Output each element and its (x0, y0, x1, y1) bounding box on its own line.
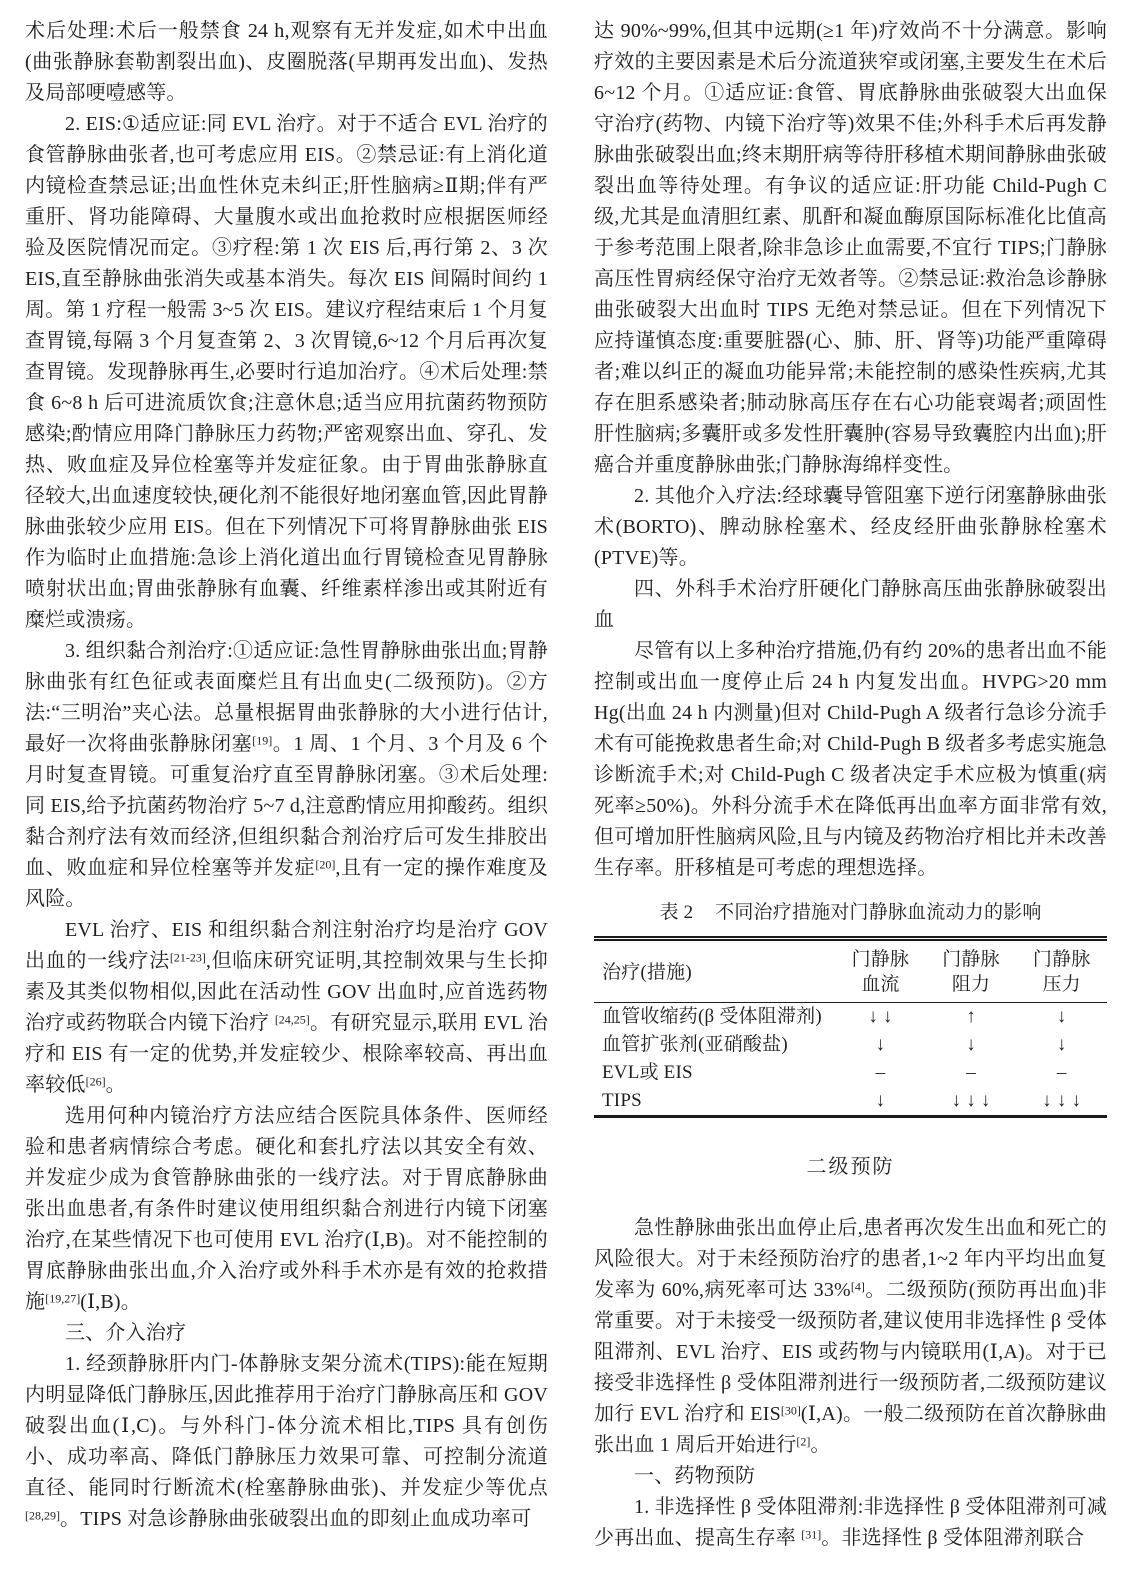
header-line: 门静脉 (1032, 949, 1091, 970)
cell-resistance: ↑ (966, 1006, 976, 1027)
cell-pressure: ↓ (1056, 1034, 1067, 1055)
paragraph-secondary-prevention: 急性静脉曲张出血停止后,患者再次发生出血和死亡的风险很大。对于未经预防治疗的患者,1~2 年内平均出血复发率为 60%,病死率可达 33%[4]。二级预防(预防再出血)非常重要。对于未接受一级预防者,建议使用非选择性 β 受体阻滞剂、EVL 治疗、EIS 或药物与内镜联用(Ⅰ,A)。对于已接受非选择性 β 受体阻滞剂进行一级预防者,二级预防建议加行 EVL 治疗和 EIS[30](Ⅰ,A)。一般二级预防在首次静脉曲张出血 1 周后开始进行[2]。 (594, 1217, 1107, 1456)
paragraph-beta-blockers: 1. 非选择性 β 受体阻滞剂:非选择性 β 受体阻滞剂可减少再出血、提高生存率 [31]。非选择性 β 受体阻滞剂联合 (594, 1496, 1107, 1549)
paragraph-eis: 2. EIS:①适应证:同 EVL 治疗。对于不适合 EVL 治疗的食管静脉曲张者,也可考虑应用 EIS。②禁忌证:有上消化道内镜检查禁忌证;出血性休克未纠正;肝性脑病≥Ⅱ期;伴有严重肝、肾功能障碍、大量腹水或出血抢救时应根据医师经验及医院情况而定。③疗程:第 1 次 EIS 后,再行第 2、3 次 EIS,直至静脉曲张消失或基本消失。每次 EIS 间隔时间约 1 周。第 1 疗程一般需 3~5 次 EIS。建议疗程结束后 1 个月复查胃镜,每隔 3 个月复查第 2、3 次胃镜,6~12 个月后再次复查胃镜。发现静脉再生,必要时行追加治疗。④术后处理:禁食 6~8 h 后可进流质饮食;注意休息;适当应用抗菌药物预防感染;酌情应用降门静脉压力药物;严密观察出血、穿孔、发热、败血症及异位栓塞等并发症征象。由于胃曲张静脉直径较大,出血速度较快,硬化剂不能很好地闭塞血管,因此胃静脉曲张较少应用 EIS。但在下列情况下可将胃静脉曲张 EIS 作为临时止血措施:急诊上消化道出血行胃镜检查见胃静脉喷射状出血;胃曲张静脉有血囊、纤维素样渗出或其附近有糜烂或溃疡。 (25, 113, 548, 631)
subheading-drug-prevention: 一、药物预防 (634, 1465, 756, 1487)
row-label: 血管收缩药(β 受体阻滞剂) (602, 1006, 822, 1027)
table-row-evl-eis (594, 1059, 1107, 1087)
paragraph-tips: 1. 经颈静脉肝内门-体静脉支架分流术(TIPS):能在短期内明显降低门静脉压,因此推荐用于治疗门静脉高压和 GOV 破裂出血(Ⅰ,C)。与外科门-体分流术相比,TIPS 具有创伤小、成功率高、降低门静脉压力效果可靠、可控制分流道直径、能同时行断流术(栓塞静脉曲张)、并发症少等优点[28,29]。TIPS 对急诊静脉曲张破裂出血的即刻止血成功率可 (25, 1353, 548, 1530)
cell-resistance: – (966, 1062, 976, 1083)
row-label: TIPS (602, 1090, 642, 1111)
paragraph-tissue-adhesive: 3. 组织黏合剂治疗:①适应证:急性胃静脉曲张出血;胃静脉曲张有红色征或表面糜烂且有出血史(二级预防)。②方法:“三明治”夹心法。总量根据胃曲张静脉的大小进行估计,最好一次将曲张静脉闭塞[19]。1 周、1 个月、3 个月及 6 个月时复查胃镜。可重复治疗直至胃静脉闭塞。③术后处理:同 EIS,给予抗菌药物治疗 5~7 d,注意酌情应用抑酸药。组织黏合剂疗法有效而经济,但组织黏合剂治疗后可发生排胶出血、败血症和异位栓塞等并发症[20],且有一定的操作难度及风险。 (25, 640, 548, 910)
header-line: 阻力 (951, 974, 991, 995)
header-line: 门静脉 (942, 949, 1000, 970)
paragraph-postop-care: 术后处理:术后一般禁食 24 h,观察有无并发症,如术中出血(曲张静脉套勒割裂出血)、皮圈脱落(早期再发出血)、发热及局部哽噎感等。 (25, 20, 548, 104)
table-row-vasoconstrictor (594, 1003, 1107, 1032)
header-portal-pressure (1016, 939, 1107, 1003)
section-heading-secondary-prevention: 二级预防 (806, 1156, 895, 1178)
row-label: 血管扩张剂(亚硝酸盐) (602, 1034, 788, 1055)
cell-flow: – (875, 1062, 886, 1083)
paragraph-first-line-therapy: EVL 治疗、EIS 和组织黏合剂注射治疗均是治疗 GOV 出血的一线疗法[21-23],但临床研究证明,其控制效果与生长抑素及其类似物相似,因此在活动性 GOV 出血时,应首选药物治疗或药物联合内镜下治疗 [24,25]。有研究显示,联用 EVL 治疗和 EIS 有一定的优势,并发症较少、根除率较高、再出血率较低[26]。 (25, 919, 548, 1096)
header-treatment: 治疗(措施) (602, 961, 692, 983)
cell-flow: ↓ (875, 1090, 886, 1111)
subheading-interventional-therapy: 三、介入治疗 (65, 1322, 187, 1344)
cell-pressure: ↓ (1056, 1006, 1067, 1027)
table-row-tips (594, 1087, 1107, 1117)
paragraph-endoscopic-choice: 选用何种内镜治疗方法应结合医院具体条件、医师经验和患者病情综合考虑。硬化和套扎疗法以其安全有效、并发症少成为食管静脉曲张的一线疗法。对于胃底静脉曲张出血患者,有条件时建议使用组织黏合剂进行内镜下闭塞治疗,在某些情况下也可使用 EVL 治疗(Ⅰ,B)。对不能控制的胃底静脉曲张出血,介入治疗或外科手术亦是有效的抢救措施[19,27](Ⅰ,B)。 (25, 1105, 548, 1313)
header-line: 血流 (861, 974, 900, 995)
cell-flow: ↓ ↓ (868, 1006, 893, 1027)
hemodynamics-table (594, 936, 1107, 1118)
subheading-surgical-treatment: 四、外科手术治疗肝硬化门静脉高压曲张静脉破裂出血 (594, 578, 1107, 631)
table-number: 表 2 (659, 902, 694, 923)
cell-flow: ↓ (875, 1034, 886, 1055)
row-label: EVL或 EIS (602, 1062, 693, 1083)
right-column (594, 16, 1107, 1568)
table-title: 不同治疗措施对门静脉血流动力的影响 (715, 902, 1042, 923)
paragraph-surgery: 尽管有以上多种治疗措施,仍有约 20%的患者出血不能控制或出血一度停止后 24 h 内复发出血。HVPG>20 mm Hg(出血 24 h 内测量)但对 Child-Pugh A 级者行急诊分流手术有可能挽救患者生命;对 Child-Pugh B 级者多考虑实施急诊断流手术;对 Child-Pugh C 级者决定手术应极为慎重(病死率≥50%)。外科分流手术在降低再出血率方面非常有效,但可增加肝性脑病风险,且与内镜及药物治疗相比并未改善生存率。肝移植是可考虑的理想选择。 (594, 640, 1107, 879)
header-line: 门静脉 (851, 949, 910, 970)
cell-resistance: ↓ ↓ ↓ (951, 1090, 991, 1111)
cell-resistance: ↓ (966, 1034, 976, 1055)
header-portal-flow (835, 939, 926, 1003)
left-column (25, 16, 548, 1568)
paragraph-tips-continued: 达 90%~99%,但其中远期(≥1 年)疗效尚不十分满意。影响疗效的主要因素是术后分流道狭窄或闭塞,主要发生在术后 6~12 个月。①适应证:食管、胃底静脉曲张破裂大出血保守治疗(药物、内镜下治疗等)效果不佳;外科手术后再发静脉曲张破裂出血;终末期肝病等待肝移植术期间静脉曲张破裂出血等待处理。有争议的适应证:肝功能 Child-Pugh C 级,尤其是血清胆红素、肌酐和凝血酶原国际标准化比值高于参考范围上限者,除非急诊止血需要,不宜行 TIPS;门静脉高压性胃病经保守治疗无效者等。②禁忌证:救治急诊静脉曲张破裂大出血时 TIPS 无绝对禁忌证。但在下列情况下应持谨慎态度:重要脏器(心、肺、肝、肾等)功能严重障碍者;难以纠正的凝血功能异常;未能控制的感染性疾病,尤其存在胆系感染者;肺动脉高压存在右心功能衰竭者;顽固性肝性脑病;多囊肝或多发性肝囊肿(容易导致囊腔内出血);肝癌合并重度静脉曲张;门静脉海绵样变性。 (594, 20, 1107, 476)
table-header-row (594, 939, 1107, 1003)
paragraph-other-interventions: 2. 其他介入疗法:经球囊导管阻塞下逆行闭塞静脉曲张术(BORTO)、脾动脉栓塞术、经皮经肝曲张静脉栓塞术(PTVE)等。 (594, 485, 1107, 569)
table-row-vasodilator (594, 1031, 1107, 1059)
header-portal-resistance (926, 939, 1017, 1003)
header-line: 压力 (1042, 974, 1081, 995)
table-caption (594, 900, 1107, 926)
cell-pressure: ↓ ↓ ↓ (1042, 1090, 1082, 1111)
cell-pressure: – (1056, 1062, 1067, 1083)
